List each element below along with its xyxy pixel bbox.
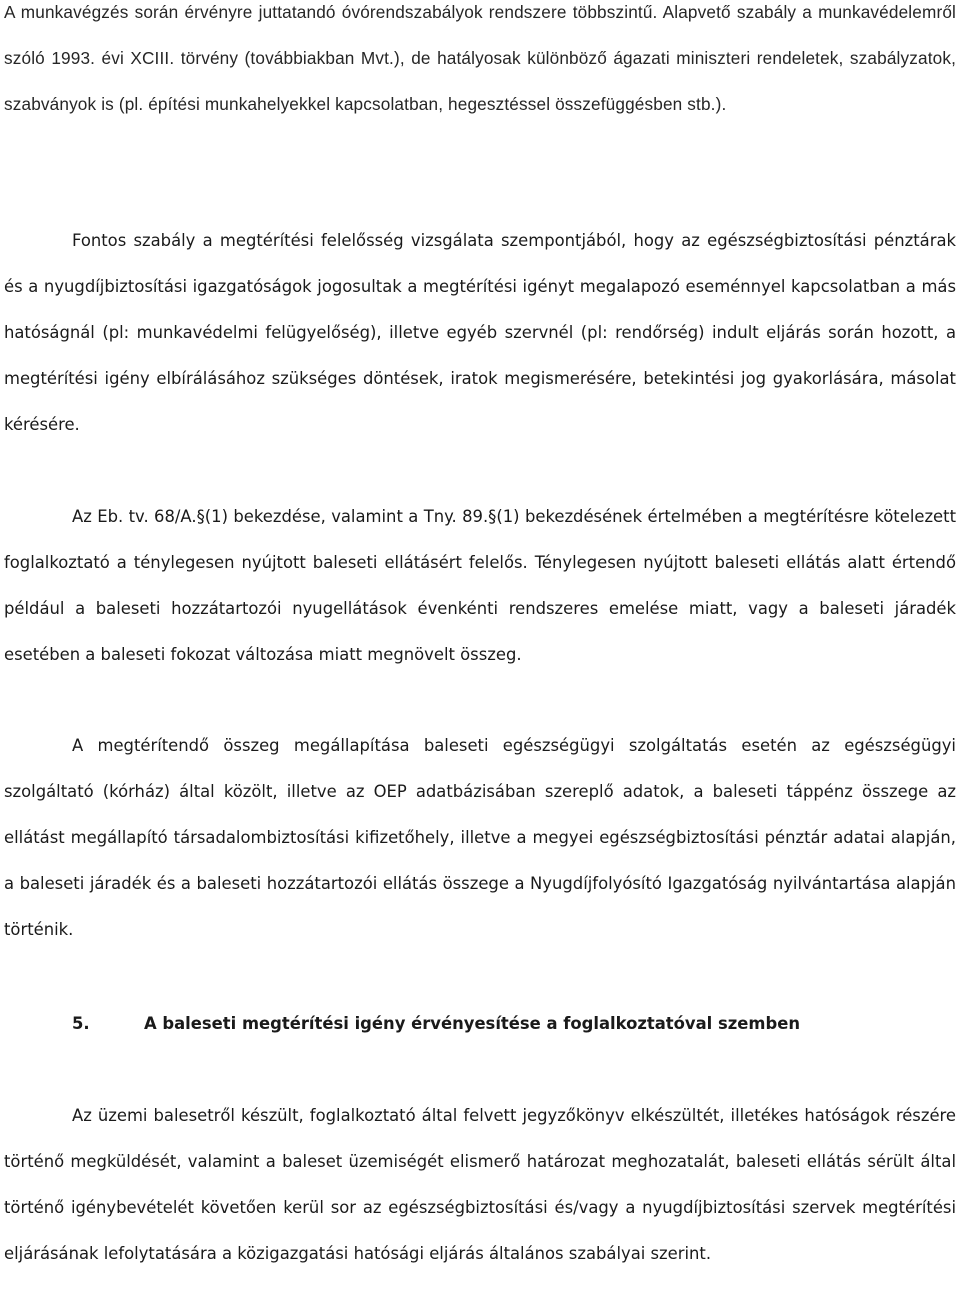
- section-number: 5.: [72, 1014, 90, 1033]
- closing-paragraph: Az üzemi balesetről készült, foglalkoztató által felvett jegyzőkönyv elkészültét, illetékes hatóságok részére történő megküldését, valamint a baleset üzemiségét elismerő határozat meghozatalát, baleseti ellátás sérült által történő igénybevételét követően kerül sor az egészségbiztosítási és/vagy a nyugdíjbiztosítási szervek megtérítési eljárásának lefolytatására a közigazgatási hatósági eljárás általános szabályai szerint.: [4, 1106, 956, 1263]
- eb-tv-paragraph: Az Eb. tv. 68/A.§(1) bekezdése, valamint a Tny. 89.§(1) bekezdésének értelmében a megtérítésre kötelezett foglalkoztató a ténylegesen nyújtott baleseti ellátásért felelős. Ténylegesen nyújtott baleseti ellátás alatt értendő például a baleseti hozzátartozói nyugellátások évenkénti rendszeres emelése miatt, vagy a baleseti járadék esetében a baleseti fokozat változása miatt megnövelt összeg.: [4, 507, 956, 664]
- liability-rule-paragraph: Fontos szabály a megtérítési felelősség vizsgálata szempontjából, hogy az egészségbiztosítási pénztárak és a nyugdíjbiztosítási igazgatóságok jogosultak a megtérítési igényt megalapozó eseménnyel kapcsolatban a más hatóságnál (pl: munkavédelmi felügyelőség), illetve egyéb szervnél (pl: rendőrség) indult eljárás során hozott, a megtérítési igény elbírálásához szükséges döntések, iratok megismerésére, betekintési jog gyakorlására, másolat kérésére.: [4, 231, 956, 434]
- section-title: A baleseti megtérítési igény érvényesítése a foglalkoztatóval szemben: [144, 1014, 800, 1033]
- section-heading: [72, 1004, 800, 1044]
- intro-paragraph: A munkavégzés során érvényre juttatandó óvórendszabályok rendszere többszintű. Alapvető szabály a munkavédelemről szóló 1993. évi XCIII. törvény (továbbiakban Mvt.), de hatályosak különböző ágazati miniszteri rendeletek, szabályzatok, szabványok is (pl. építési munkahelyekkel kapcsolatban, hegesztéssel összefüggésben stb.).: [4, 2, 956, 114]
- reimbursement-amount-paragraph: A megtérítendő összeg megállapítása baleseti egészségügyi szolgáltatás esetén az egészségügyi szolgáltató (kórház) által közölt, illetve az OEP adatbázisában szereplő adatok, a baleseti táppénz összege az ellátást megállapító társadalombiztosítási kifizetőhely, illetve a megyei egészségbiztosítási pénztár adatai alapján, a baleseti járadék és a baleseti hozzátartozói ellátás összege a Nyugdíjfolyósító Igazgatóság nyilvántartása alapján történik.: [4, 736, 956, 939]
